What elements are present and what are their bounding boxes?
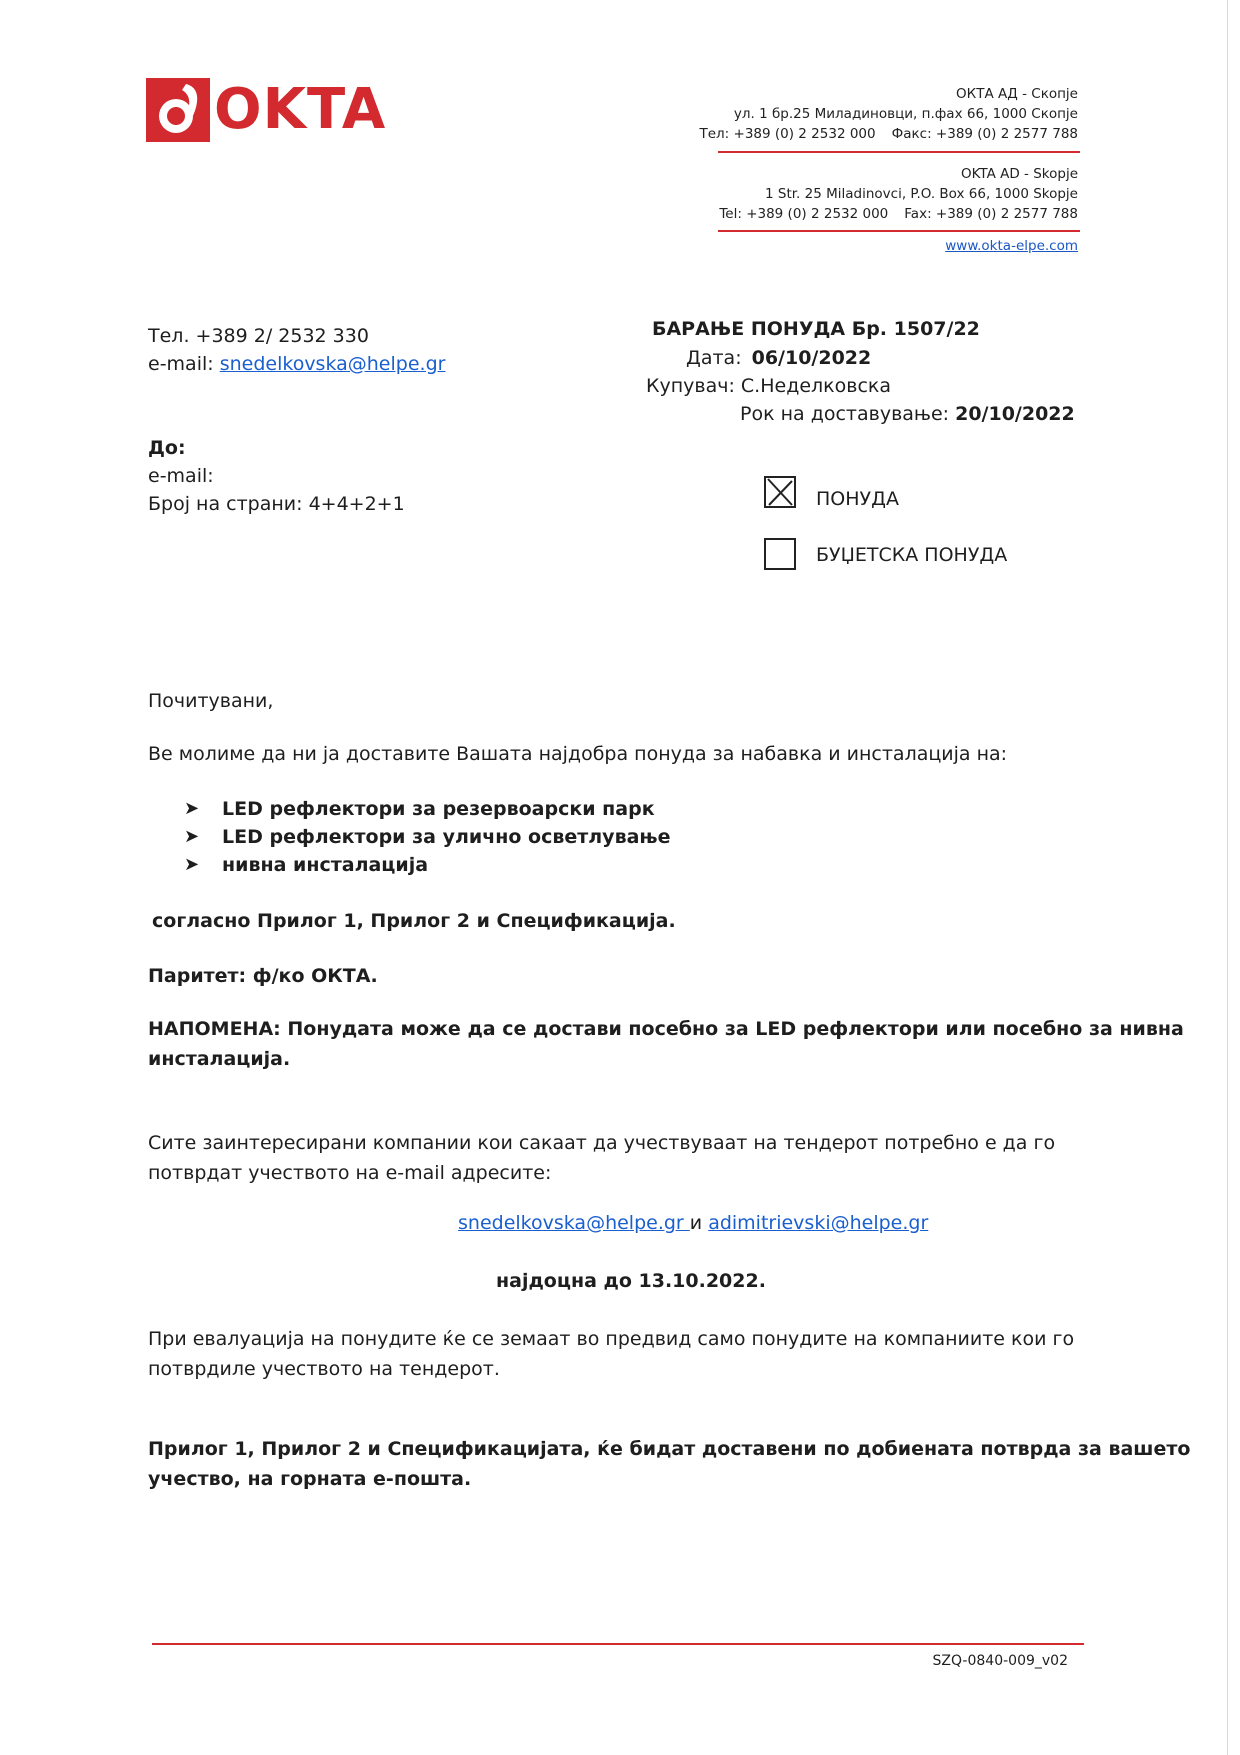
and-text: и [689, 1212, 703, 1234]
okta-logo-mark-icon [146, 78, 210, 142]
list-item-text: LED рефлектори за улично осветлување [222, 826, 671, 848]
logo-wordmark: OKTA [214, 77, 387, 142]
header-divider-2 [718, 230, 1080, 232]
note-line-2: инсталација. [148, 1048, 291, 1070]
request-date-label: Дата: [686, 347, 742, 369]
email-link-2[interactable]: adimitrievski@helpe.gr [708, 1212, 929, 1234]
offer-checkbox-label: ПОНУДА [816, 488, 899, 510]
arrow-bullet-icon: ➤ [184, 798, 200, 819]
offer-checkbox[interactable] [764, 476, 796, 508]
recipient-pages: Број на страни: 4+4+2+1 [148, 493, 405, 515]
greeting: Почитувани, [148, 690, 274, 712]
footer-divider [152, 1643, 1084, 1645]
note-line-1: НАПОМЕНА: Понудата може да се достави посебно за LED рефлектори или посебно за нивна [148, 1018, 1184, 1040]
list-item [184, 823, 670, 851]
recipient-to-label: До: [148, 437, 186, 459]
okta-logo [146, 78, 386, 142]
parity-line: Паритет: ф/ко ОКТА. [148, 965, 378, 987]
company-name-en: OKTA AD - Skopje [960, 166, 1078, 182]
request-deadline-row [740, 403, 1075, 425]
tel-mk: Тел: +389 (0) 2 2532 000 [699, 126, 876, 142]
address-en: 1 Str. 25 Miladinovci, P.O. Box 66, 1000 Skopje [765, 186, 1078, 202]
confirm-emails-row [458, 1212, 928, 1234]
address-block-mk [700, 84, 1079, 144]
phone-row-mk [700, 124, 1079, 144]
document-code: SZQ-0840-009_v02 [932, 1653, 1068, 1669]
sender-email-link[interactable]: snedelkovska@helpe.gr [219, 353, 446, 375]
email-link-1[interactable]: snedelkovska@helpe.gr [458, 1212, 690, 1234]
phone-row-en [719, 204, 1078, 224]
arrow-bullet-icon: ➤ [184, 854, 200, 875]
request-title: БАРАЊЕ ПОНУДА Бр. 1507/22 [652, 318, 980, 340]
intro-paragraph: Ве молиме да ни ја доставите Вашата најдобра понуда за набавка и инсталација на: [148, 743, 1008, 765]
recipient-block [148, 434, 405, 518]
company-name-mk: ОКТА АД - Скопје [956, 86, 1078, 102]
sender-email-row [148, 350, 445, 378]
tel-en: Tel: +389 (0) 2 2532 000 [719, 206, 889, 222]
address-block-en [719, 164, 1078, 224]
sender-email-label: e-mail: [148, 353, 220, 375]
sender-contact [148, 322, 445, 378]
list-item [184, 851, 670, 879]
website-link[interactable]: www.okta-elpe.com [945, 238, 1078, 254]
fax-mk: Факс: +389 (0) 2 2577 788 [891, 126, 1078, 142]
list-item-text: нивна инсталација [222, 854, 429, 876]
sender-phone: Тел. +389 2/ 2532 330 [148, 325, 369, 347]
budget-offer-checkbox-label: БУЏЕТСКА ПОНУДА [816, 544, 1008, 566]
according-line: согласно Прилог 1, Прилог 2 и Спецификација. [152, 910, 676, 932]
items-list [184, 795, 670, 879]
request-deadline-label: Рок на доставување: [740, 403, 956, 425]
checkmark-x-icon [766, 478, 794, 506]
confirm-line-2: потврдат учеството на e-mail адресите: [148, 1162, 552, 1184]
budget-offer-checkbox[interactable] [764, 538, 796, 570]
final-line-2: учество, на горната е-пошта. [148, 1468, 472, 1490]
final-line-1: Прилог 1, Прилог 2 и Спецификацијата, ќе бидат доставени по добиената потврда за вашето [148, 1438, 1191, 1460]
evaluation-line-1: При евалуација на понудите ќе се земаат во предвид само понудите на компаниите кои го [148, 1328, 1075, 1350]
deadline-line: најдоцна до 13.10.2022. [496, 1270, 766, 1292]
fax-en: Fax: +389 (0) 2 2577 788 [904, 206, 1078, 222]
evaluation-line-2: потврдиле учеството на тендерот. [148, 1358, 500, 1380]
request-deadline-value: 20/10/2022 [955, 403, 1075, 425]
arrow-bullet-icon: ➤ [184, 826, 200, 847]
list-item [184, 795, 670, 823]
recipient-email-label: e-mail: [148, 465, 214, 487]
address-mk: ул. 1 бр.25 Миладиновци, п.фах 66, 1000 Скопје [733, 106, 1078, 122]
request-date-row [686, 347, 871, 369]
confirm-line-1: Сите заинтересирани компании кои сакаат да учествуваат на тендерот потребно е да го [148, 1132, 1056, 1154]
request-date-value: 06/10/2022 [751, 347, 872, 369]
list-item-text: LED рефлектори за резервоарски парк [222, 798, 655, 820]
header-divider-1 [718, 151, 1080, 153]
page-edge [1227, 0, 1228, 1755]
request-buyer: Купувач: С.Неделковска [646, 375, 892, 397]
